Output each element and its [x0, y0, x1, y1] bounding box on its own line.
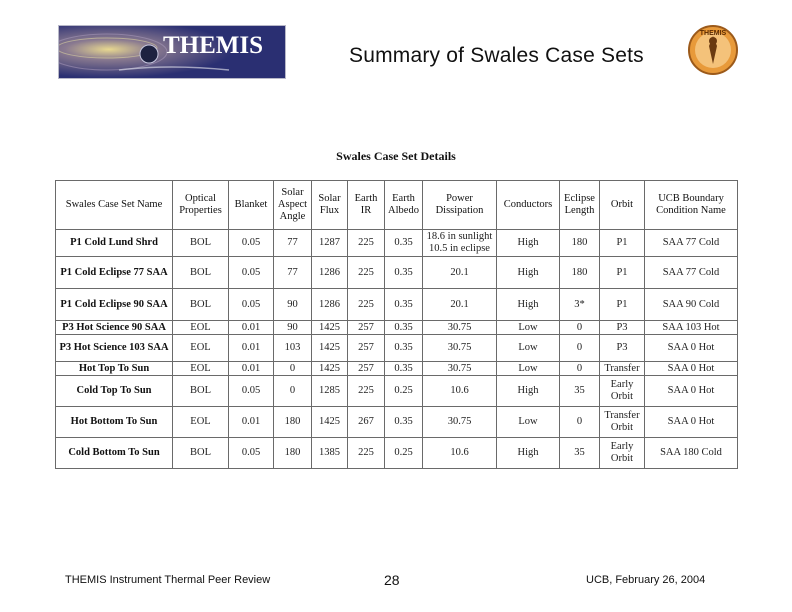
footer-left: THEMIS Instrument Thermal Peer Review — [65, 574, 271, 586]
table-cell: 0.05 — [229, 376, 274, 407]
table-cell: 0.35 — [385, 257, 423, 289]
table-row — [56, 362, 738, 376]
table-cell: 1425 — [312, 407, 348, 438]
table-cell: 225 — [348, 257, 385, 289]
header-cell: Orbit — [600, 181, 645, 230]
table-cell: 0.35 — [385, 321, 423, 335]
table-cell: 0 — [560, 362, 600, 376]
table-cell: 30.75 — [423, 407, 497, 438]
table-cell: SAA 0 Hot — [645, 362, 738, 376]
table-cell: 0.01 — [229, 321, 274, 335]
table-cell: 20.1 — [423, 257, 497, 289]
table-cell: Early Orbit — [600, 376, 645, 407]
table-cell: Early Orbit — [600, 438, 645, 469]
table-cell: 0.25 — [385, 376, 423, 407]
header-cell: Eclipse Length — [560, 181, 600, 230]
table-cell: SAA 103 Hot — [645, 321, 738, 335]
themis-logo-graphic — [59, 26, 285, 78]
table-cell: 0.25 — [385, 438, 423, 469]
table-cell: 0.05 — [229, 257, 274, 289]
table-cell: EOL — [173, 407, 229, 438]
table-header-row — [56, 181, 738, 230]
table-cell: 0.35 — [385, 362, 423, 376]
table-row — [56, 438, 738, 469]
table-cell: BOL — [173, 376, 229, 407]
table-row — [56, 376, 738, 407]
table-cell: 180 — [560, 230, 600, 257]
table-cell: 1285 — [312, 376, 348, 407]
themis-logo — [58, 25, 286, 79]
case-name-cell: P3 Hot Science 90 SAA — [56, 321, 173, 335]
table-row — [56, 230, 738, 257]
table-cell: 90 — [274, 321, 312, 335]
table-cell: 180 — [274, 438, 312, 469]
table-cell: 225 — [348, 438, 385, 469]
table-cell: 77 — [274, 257, 312, 289]
table-cell: 0.35 — [385, 230, 423, 257]
case-name-cell: Cold Bottom To Sun — [56, 438, 173, 469]
header-cell: Power Dissipation — [423, 181, 497, 230]
table-cell: BOL — [173, 438, 229, 469]
table-cell: P1 — [600, 289, 645, 321]
table-cell: 30.75 — [423, 335, 497, 362]
header-cell: Conductors — [497, 181, 560, 230]
table-cell: SAA 77 Cold — [645, 257, 738, 289]
table-row — [56, 407, 738, 438]
table-cell: 0.05 — [229, 438, 274, 469]
table-cell: 1286 — [312, 289, 348, 321]
table-cell: Low — [497, 407, 560, 438]
table-cell: 267 — [348, 407, 385, 438]
badge-text: THEMIS — [699, 30, 727, 37]
case-name-cell: P1 Cold Eclipse 90 SAA — [56, 289, 173, 321]
table-caption: Swales Case Set Details — [336, 149, 456, 163]
header-cell: Solar Aspect Angle — [274, 181, 312, 230]
table-cell: SAA 77 Cold — [645, 230, 738, 257]
table-cell: 180 — [274, 407, 312, 438]
themis-badge-icon — [687, 24, 739, 76]
table-cell: Low — [497, 335, 560, 362]
table-cell: 10.6 — [423, 438, 497, 469]
table-cell: 30.75 — [423, 362, 497, 376]
table-cell: 1425 — [312, 321, 348, 335]
table-cell: SAA 0 Hot — [645, 407, 738, 438]
table-cell: 10.6 — [423, 376, 497, 407]
table-cell: 225 — [348, 376, 385, 407]
case-name-cell: Cold Top To Sun — [56, 376, 173, 407]
case-name-cell: P1 Cold Eclipse 77 SAA — [56, 257, 173, 289]
table-cell: SAA 0 Hot — [645, 335, 738, 362]
table-cell: 0.01 — [229, 407, 274, 438]
table-cell: 103 — [274, 335, 312, 362]
case-name-cell: P3 Hot Science 103 SAA — [56, 335, 173, 362]
table-cell: BOL — [173, 289, 229, 321]
table-cell: 0.01 — [229, 335, 274, 362]
table-cell: 0 — [274, 362, 312, 376]
page-number: 28 — [384, 572, 400, 588]
table-cell: 3* — [560, 289, 600, 321]
table-cell: High — [497, 376, 560, 407]
table-cell: High — [497, 289, 560, 321]
header-cell: Swales Case Set Name — [56, 181, 173, 230]
table-row — [56, 257, 738, 289]
case-name-cell: Hot Top To Sun — [56, 362, 173, 376]
table-cell: 0 — [560, 321, 600, 335]
table-cell: 225 — [348, 289, 385, 321]
header-cell: Optical Properties — [173, 181, 229, 230]
table-cell: BOL — [173, 257, 229, 289]
table-cell: 1425 — [312, 335, 348, 362]
table-cell: P3 — [600, 321, 645, 335]
table-cell: P3 — [600, 335, 645, 362]
table-cell: 0 — [560, 407, 600, 438]
table-cell: EOL — [173, 321, 229, 335]
table-cell: 90 — [274, 289, 312, 321]
table-cell: SAA 0 Hot — [645, 376, 738, 407]
case-set-table — [55, 180, 738, 469]
table-cell: Low — [497, 362, 560, 376]
table-row — [56, 335, 738, 362]
table-cell: 257 — [348, 362, 385, 376]
table-cell: SAA 90 Cold — [645, 289, 738, 321]
page-title: Summary of Swales Case Sets — [349, 44, 644, 67]
table-cell: 257 — [348, 335, 385, 362]
table-cell: 18.6 in sunlight 10.5 in eclipse — [423, 230, 497, 257]
footer-right: UCB, February 26, 2004 — [586, 574, 706, 586]
table-cell: 30.75 — [423, 321, 497, 335]
table-cell: 0.35 — [385, 289, 423, 321]
table-cell: P1 — [600, 257, 645, 289]
table-cell: Transfer Orbit — [600, 407, 645, 438]
table-cell: BOL — [173, 230, 229, 257]
table-row — [56, 321, 738, 335]
table-cell: 0 — [560, 335, 600, 362]
table-cell: 1286 — [312, 257, 348, 289]
table-cell: Transfer — [600, 362, 645, 376]
table-cell: 0.35 — [385, 335, 423, 362]
table-cell: 1425 — [312, 362, 348, 376]
table-cell: P1 — [600, 230, 645, 257]
case-name-cell: P1 Cold Lund Shrd — [56, 230, 173, 257]
table-cell: 180 — [560, 257, 600, 289]
table-cell: High — [497, 230, 560, 257]
case-name-cell: Hot Bottom To Sun — [56, 407, 173, 438]
logo-text: THEMIS — [163, 32, 264, 59]
header-cell: Blanket — [229, 181, 274, 230]
table-cell: 0 — [274, 376, 312, 407]
table-cell: 0.05 — [229, 289, 274, 321]
table-cell: 77 — [274, 230, 312, 257]
table-cell: 0.35 — [385, 407, 423, 438]
table-cell: 257 — [348, 321, 385, 335]
header-cell: UCB Boundary Condition Name — [645, 181, 738, 230]
table-cell: 1287 — [312, 230, 348, 257]
table-cell: High — [497, 438, 560, 469]
table-row — [56, 289, 738, 321]
table-cell: 1385 — [312, 438, 348, 469]
table-cell: Low — [497, 321, 560, 335]
header-cell: Earth Albedo — [385, 181, 423, 230]
table-cell: High — [497, 257, 560, 289]
table-cell: 20.1 — [423, 289, 497, 321]
header-cell: Solar Flux — [312, 181, 348, 230]
header-cell: Earth IR — [348, 181, 385, 230]
table-cell: 0.05 — [229, 230, 274, 257]
table-cell: 35 — [560, 376, 600, 407]
table-cell: EOL — [173, 335, 229, 362]
table-cell: EOL — [173, 362, 229, 376]
table-cell: 0.01 — [229, 362, 274, 376]
table-cell: 225 — [348, 230, 385, 257]
table-cell: 35 — [560, 438, 600, 469]
table-cell: SAA 180 Cold — [645, 438, 738, 469]
